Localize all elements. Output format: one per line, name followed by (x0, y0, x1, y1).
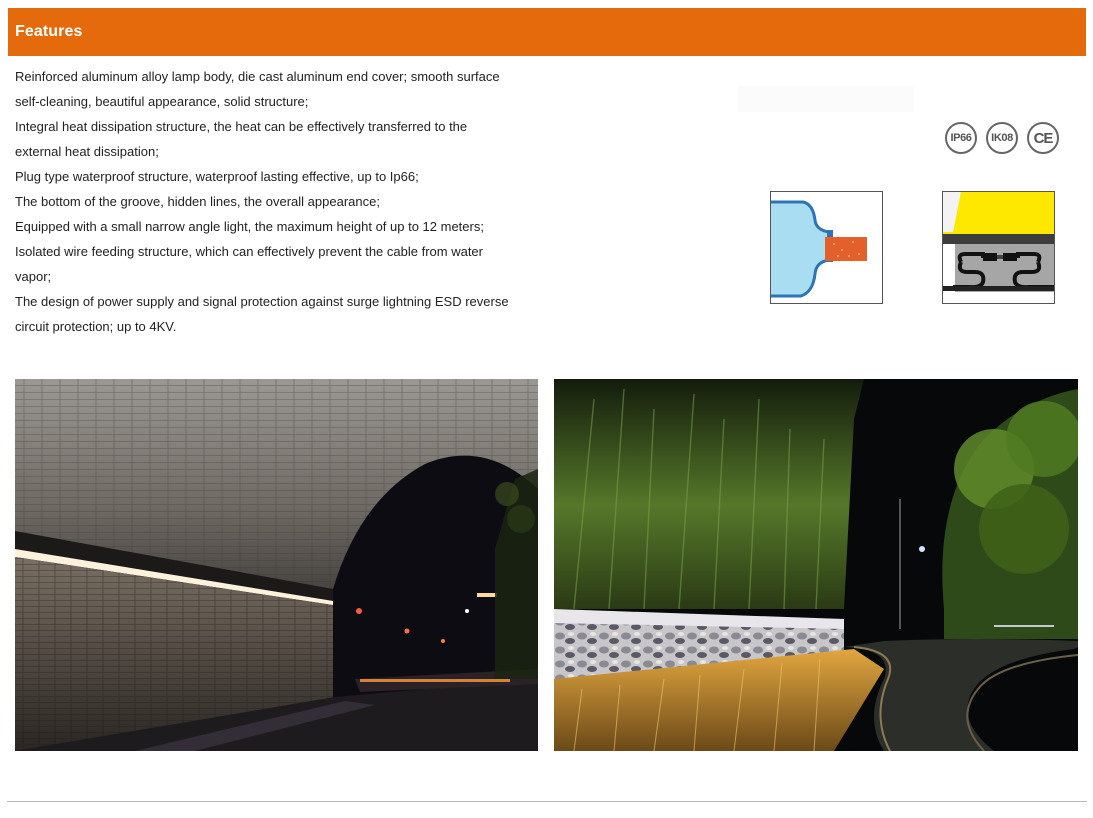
list-item: Integral heat dissipation structure, the heat can be effectively transferred to the (15, 119, 468, 134)
tunnel-wall-photo (15, 379, 538, 751)
garden-wall-photo (554, 379, 1078, 751)
list-item: Equipped with a small narrow angle light, the maximum height of up to 12 meters; (15, 219, 484, 234)
decorative-strip (738, 86, 914, 112)
waterproof-plug-structure-icon (770, 191, 883, 304)
list-item: vapor; (15, 269, 52, 284)
ik08-badge-icon: IK08 (986, 122, 1018, 154)
list-item: The bottom of the groove, hidden lines, the overall appearance; (15, 194, 380, 209)
list-item: external heat dissipation; (15, 144, 159, 159)
bottom-divider (7, 801, 1087, 802)
list-item: self-cleaning, beautiful appearance, solid structure; (15, 94, 309, 109)
list-item: Plug type waterproof structure, waterproof lasting effective, up to Ip66; (15, 169, 419, 184)
ip66-badge-icon: IP66 (945, 122, 977, 154)
list-item: The design of power supply and signal protection against surge lightning ESD reverse (15, 294, 509, 309)
ce-badge-icon: CE (1027, 122, 1059, 154)
features-header (8, 8, 1086, 56)
list-item: circuit protection; up to 4KV. (15, 319, 177, 334)
list-item: Reinforced aluminum alloy lamp body, die cast aluminum end cover; smooth surface (15, 69, 500, 84)
page-title: Features (15, 23, 83, 40)
wire-feeding-structure-icon (942, 191, 1055, 304)
features-list (15, 64, 555, 339)
list-item: Isolated wire feeding structure, which can effectively prevent the cable from water (15, 244, 483, 259)
